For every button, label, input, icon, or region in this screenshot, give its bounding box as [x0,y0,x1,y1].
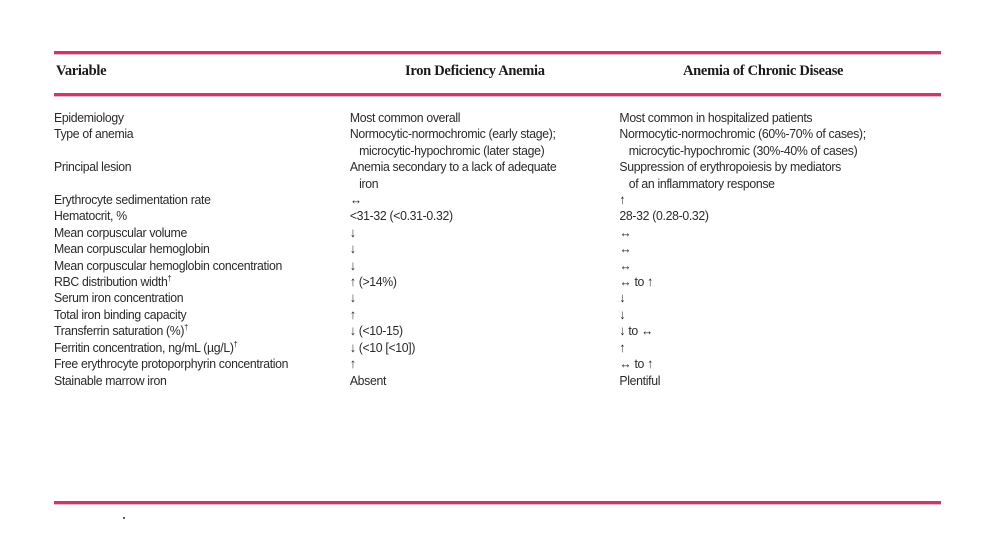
chronic-disease-cell [619,290,928,306]
iron-deficiency-cell [350,290,620,306]
variable-cell [54,241,350,257]
cell-text: ↔ [349,192,362,208]
table-row [54,225,928,241]
chronic-disease-cell [619,192,928,208]
cell-text: Most common overall [349,110,461,125]
variable-cell [54,208,350,224]
chronic-disease-cell [619,323,928,339]
variable-label: Free erythrocyte protoporphyrin concentration [54,356,289,372]
variable-label: Total iron binding capacity [54,306,187,322]
cell-text: ↓ [619,290,626,306]
cell-text: Plentiful [619,372,661,388]
cell-text: ↔ [619,224,632,240]
variable-cell [54,356,350,372]
variable-label: Mean corpuscular volume [54,224,187,240]
cell-text: ↓ [349,257,356,273]
variable-label: Stainable marrow iron [54,372,167,388]
cell-text-continuation: of an inflammatory response [628,175,775,191]
table-bottom-rule [54,501,941,504]
table-body [54,110,928,389]
table-row [54,192,928,208]
cell-text: ↔ [619,241,632,257]
variable-label: Erythrocyte sedimentation rate [54,192,211,208]
table-row [54,340,928,356]
cell-text: Suppression of erythropoiesis by mediators [619,159,841,175]
cell-text: Absent [349,372,387,388]
table-row [54,110,928,126]
iron-deficiency-cell [350,373,620,389]
variable-label: Mean corpuscular hemoglobin [54,241,210,257]
header-bottom-rule [54,93,941,96]
table-row [54,323,928,339]
iron-deficiency-cell [350,258,620,274]
cell-text: ↔ to ↑ [619,274,653,290]
cell-text: Normocytic-normochromic (early stage); [349,126,556,142]
variable-label: RBC distribution width [54,274,168,290]
cell-text: ↑ (>14%) [349,274,397,290]
table-row [54,307,928,323]
cell-text-continuation: microcytic-hypochromic (30%-40% of cases) [628,142,858,158]
header-anemia-of-chronic-disease: Anemia of Chronic Disease [683,63,844,79]
cell-text: ↑ [349,306,356,322]
variable-cell [54,192,350,208]
chronic-disease-cell [619,274,928,290]
comparison-table [54,110,928,389]
chronic-disease-cell [619,225,928,241]
iron-deficiency-cell [350,192,620,208]
dagger-footnote-mark: † [167,274,172,284]
table-top-rule [54,51,941,54]
iron-deficiency-cell [350,208,620,224]
variable-label: Epidemiology [54,110,124,125]
iron-deficiency-cell [350,126,620,159]
table-row [54,208,928,224]
table-row [54,241,928,257]
chronic-disease-cell [619,110,928,126]
iron-deficiency-cell [350,340,620,356]
variable-label: Serum iron concentration [54,290,184,306]
dagger-footnote-mark: † [184,323,188,333]
cell-text-continuation: iron [359,175,379,191]
cell-text: 28-32 (0.28-0.32) [619,208,709,224]
cell-text: ↓ [349,224,356,240]
variable-cell [54,126,350,159]
chronic-disease-cell [619,356,928,372]
cell-text: ↔ [619,257,632,273]
cell-text: Anemia secondary to a lack of adequate [349,159,557,175]
cell-text: ↑ [619,192,626,208]
iron-deficiency-cell [350,323,620,339]
chronic-disease-cell [619,126,928,159]
variable-label: Transferrin saturation (%) [54,323,185,339]
variable-label: Hematocrit, % [54,208,127,224]
variable-cell [54,274,350,290]
table-row [54,356,928,372]
table-row [54,159,928,192]
variable-label: Mean corpuscular hemoglobin concentration [54,257,283,273]
table-row [54,126,928,159]
variable-cell [54,225,350,241]
iron-deficiency-cell [350,159,620,192]
chronic-disease-cell [619,373,928,389]
cell-text: ↑ [349,356,356,372]
variable-cell [54,290,350,306]
cell-text: Normocytic-normochromic (60%-70% of cases); [619,126,866,142]
iron-deficiency-cell [350,241,620,257]
cell-text: ↓ (<10-15) [349,323,403,339]
iron-deficiency-cell [350,356,620,372]
chronic-disease-cell [619,208,928,224]
dagger-footnote-mark: † [233,339,238,349]
stray-dot [123,517,125,519]
variable-cell [54,307,350,323]
table-row [54,274,928,290]
cell-text: ↓ [349,241,356,257]
variable-cell [54,258,350,274]
variable-cell [54,110,350,126]
chronic-disease-cell [619,307,928,323]
cell-text: ↓ [619,306,626,322]
cell-text: ↓ to ↔ [619,323,653,339]
iron-deficiency-cell [350,274,620,290]
iron-deficiency-cell [350,307,620,323]
cell-text: ↑ [619,339,626,355]
cell-text: ↔ to ↑ [619,356,653,372]
header-iron-deficiency-anemia: Iron Deficiency Anemia [405,63,545,79]
chronic-disease-cell [619,340,928,356]
variable-cell [54,373,350,389]
variable-cell [54,323,350,339]
iron-deficiency-cell [350,225,620,241]
variable-cell [54,159,350,192]
cell-text-continuation: microcytic-hypochromic (later stage) [359,142,545,158]
cell-text: Most common in hospitalized patients [619,110,813,125]
cell-text: ↓ (<10 [<10]) [349,339,416,355]
iron-deficiency-cell [350,110,620,126]
chronic-disease-cell [619,159,928,192]
chronic-disease-cell [619,258,928,274]
variable-label: Principal lesion [54,159,132,175]
cell-text: ↓ [349,290,356,306]
variable-label: Ferritin concentration, ng/mL (µg/L) [54,339,234,355]
variable-label: Type of anemia [54,126,134,142]
table-row [54,258,928,274]
table-row [54,290,928,306]
table-row [54,373,928,389]
header-variable: Variable [56,63,107,79]
cell-text: <31-32 (<0.31-0.32) [349,208,453,224]
variable-cell [54,340,350,356]
chronic-disease-cell [619,241,928,257]
